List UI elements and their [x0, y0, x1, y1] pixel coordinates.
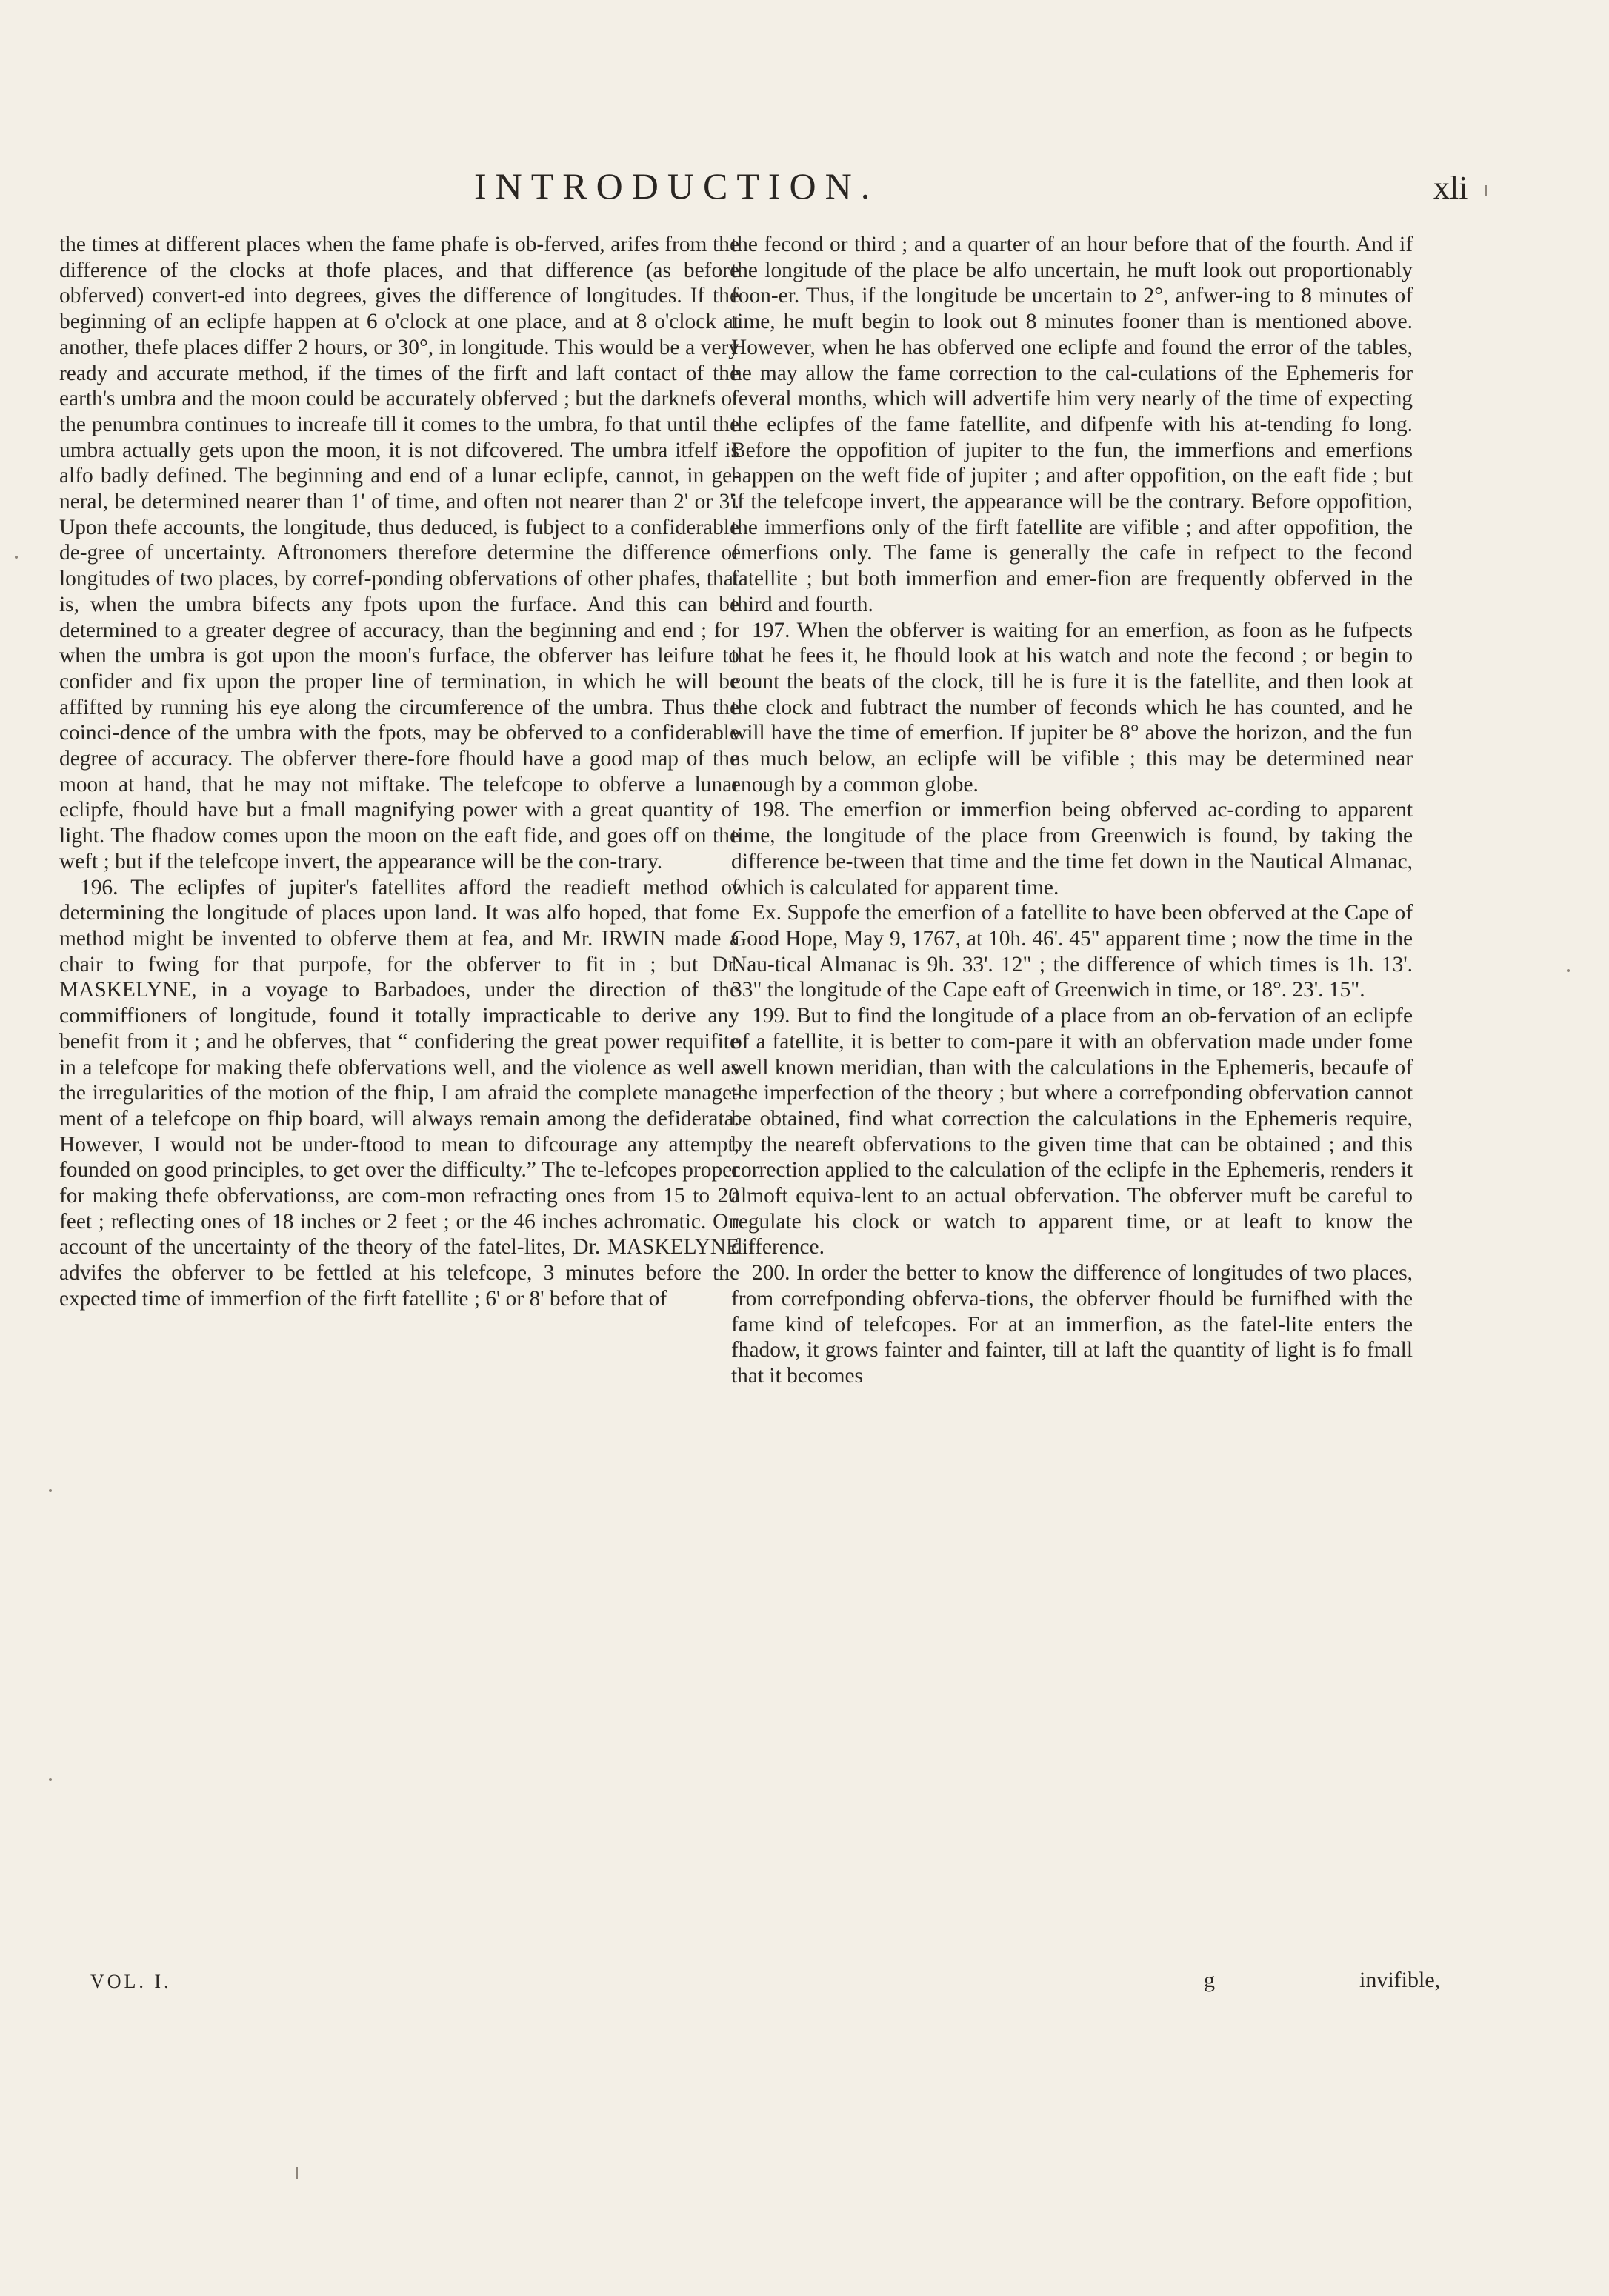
- paragraph: the fecond or third ; and a quarter of an hour before that of the fourth. And if the longitude of the place be alfo uncertain, he muft look out proportionably foon-er. Thus, if the longitude be uncertain to 2°, anfwer-ing to 8 minutes of time, he muft begin to look out 8 minutes fooner than is mentioned above. However, when he has obferved one eclipfe and found the error of the tables, he may allow the fame correction to the cal-culations of the Ephemeris for feveral months, which will advertife him very nearly of the time of expecting the eclipfes of the fame fatellite, and difpenfe with his at-tending fo long. Before the oppofition of jupiter to the fun, the immerfions and emerfions happen on the weft fide of jupiter ; and after oppofition, on the eaft fide ; but if the telefcope invert, the appearance will be the contrary. Before oppofition, the immerfions only of the firft fatellite are vifible ; and after oppofition, the emerfions only. The fame is generally the cafe in refpect to the fecond fatellite ; but both immerfion and emer-fion are frequently obferved in the third and fourth.: [731, 233, 1413, 616]
- right-column: [731, 232, 1413, 1389]
- left-column: [59, 232, 739, 1312]
- running-title: INTRODUCTION.: [474, 165, 879, 207]
- signature-mark: g: [1204, 1968, 1215, 1992]
- margin-tick: [1485, 185, 1487, 196]
- margin-speck: [1567, 969, 1570, 972]
- margin-tick: [296, 2167, 298, 2179]
- paragraph: 198. The emerfion or immerfion being obferved ac-cording to apparent time, the longitude of the place from Greenwich is found, by taking the difference be-tween that time and the time fet down in the Nautical Almanac, which is calculated for apparent time.: [731, 798, 1413, 899]
- page-header: [0, 164, 1609, 216]
- margin-speck: [15, 556, 18, 559]
- margin-speck: [49, 1778, 52, 1781]
- paragraph: 199. But to find the longitude of a place from an ob-fervation of an eclipfe of a fatellite, it is better to com-pare it with an obfervation made under fome well known meridian, than with the calculations in the Ephemeris, becaufe of the imperfection of the theory ; but where a correfponding obfervation cannot be obtained, find what correction the calculations in the Ephemeris require, by the neareft obfervations to the given time that can be obtained ; and this correction applied to the calculation of the eclipfe in the Ephemeris, renders it almoft equiva-lent to an actual obfervation. The obferver muft be careful to regulate his clock or watch to apparent time, or at leaft to know the difference.: [731, 1004, 1413, 1260]
- paragraph: 200. In order the better to know the difference of longitudes of two places, from correfponding obferva-tions, the obferver fhould be furnifhed with the fame kind of telefcopes. For at an immerfion, as the fatel-lite enters the fhadow, it grows fainter and fainter, till at laft the quantity of light is fo fmall that it becomes: [731, 1261, 1413, 1388]
- margin-speck: [49, 1489, 52, 1492]
- page-footer: [0, 1968, 1609, 2000]
- paragraph: 196. The eclipfes of jupiter's fatellites afford the readieft method of determining the longitude of places upon land. It was alfo hoped, that fome method might be invented to obferve them at fea, and Mr. IRWIN made a chair to fwing for that purpofe, for the obferver to fit in ; but Dr. MASKELYNE, in a voyage to Barbadoes, under the direction of the commiffioners of longitude, found it totally impracticable to derive any benefit from it ; and he obferves, that “ confidering the great power requifite in a telefcope for making thefe obfervations well, and the violence as well as the irregularities of the motion of the fhip, I am afraid the complete manage-ment of a telefcope on fhip board, will always remain among the defiderata. However, I would not be under-ftood to mean to difcourage any attempt, founded on good principles, to get over the difficulty.” The te-lefcopes proper for making thefe obfervationss, are com-mon refracting ones from 15 to 20 feet ; reflecting ones of 18 inches or 2 feet ; or the 46 inches achromatic. On account of the uncertainty of the theory of the fatel-lites, Dr. MASKELYNE advifes the obferver to be fettled at his telefcope, 3 minutes before the expected time of immerfion of the firft fatellite ; 6' or 8' before that of: [59, 875, 739, 1311]
- volume-mark: VOL. I.: [90, 1971, 172, 1992]
- paragraph: 197. When the obferver is waiting for an emerfion, as foon as he fufpects that he fees it, he fhould look at his watch and note the fecond ; or begin to count the beats of the clock, till he is fure it is the fatellite, and then look at the clock and fubtract the number of feconds which he has counted, and he will have the time of emerfion. If jupiter be 8° above the horizon, and the fun as much below, an eclipfe will be vifible ; this may be determined near enough by a common globe.: [731, 618, 1413, 796]
- paragraph: Ex. Suppofe the emerfion of a fatellite to have been obferved at the Cape of Good Hope, May 9, 1767, at 10h. 46'. 45" apparent time ; now the time in the Nau-tical Almanac is 9h. 33'. 12" ; the difference of which times is 1h. 13'. 33" the longitude of the Cape eaft of Greenwich in time, or 18°. 23'. 15".: [731, 901, 1413, 1002]
- catchword: invifible,: [1359, 1968, 1441, 1992]
- page-number: xli: [1433, 170, 1468, 206]
- paragraph: the times at different places when the fame phafe is ob-ferved, arifes from the difference of the clocks at thofe places, and that difference (as before obferved) convert-ed into degrees, gives the difference of longitudes. If the beginning of an eclipfe happen at 6 o'clock at one place, and at 8 o'clock at another, thefe places differ 2 hours, or 30°, in longitude. This would be a very ready and accurate method, if the times of the firft and laft contact of the earth's umbra and the moon could be accurately obferved ; but the darknefs of the penumbra continues to increafe till it comes to the umbra, fo that until the umbra actually gets upon the moon, it is not difcovered. The umbra itfelf is alfo badly defined. The beginning and end of a lunar eclipfe, cannot, in ge-neral, be determined nearer than 1' of time, and often not nearer than 2' or 3'. Upon thefe accounts, the longitude, thus deduced, is fubject to a confiderable de-gree of uncertainty. Aftronomers therefore determine the difference of longitudes of two places, by corref-ponding obfervations of other phafes, that is, when the umbra bifects any fpots upon the furface. And this can be determined to a greater degree of accuracy, than the beginning and end ; for when the umbra is got upon the moon's furface, the obferver has leifure to confider and fix upon the proper line of termination, in which he will be affifted by running his eye along the circumference of the umbra. Thus the coinci-dence of the umbra with the fpots, may be obferved to a confiderable degree of accuracy. The obferver there-fore fhould have a good map of the moon at hand, that he may not miftake. The telefcope to obferve a lunar eclipfe, fhould have but a fmall magnifying power with a great quantity of light. The fhadow comes upon the moon on the eaft fide, and goes off on the weft ; but if the telefcope invert, the appearance will be the con-trary.: [59, 233, 739, 874]
